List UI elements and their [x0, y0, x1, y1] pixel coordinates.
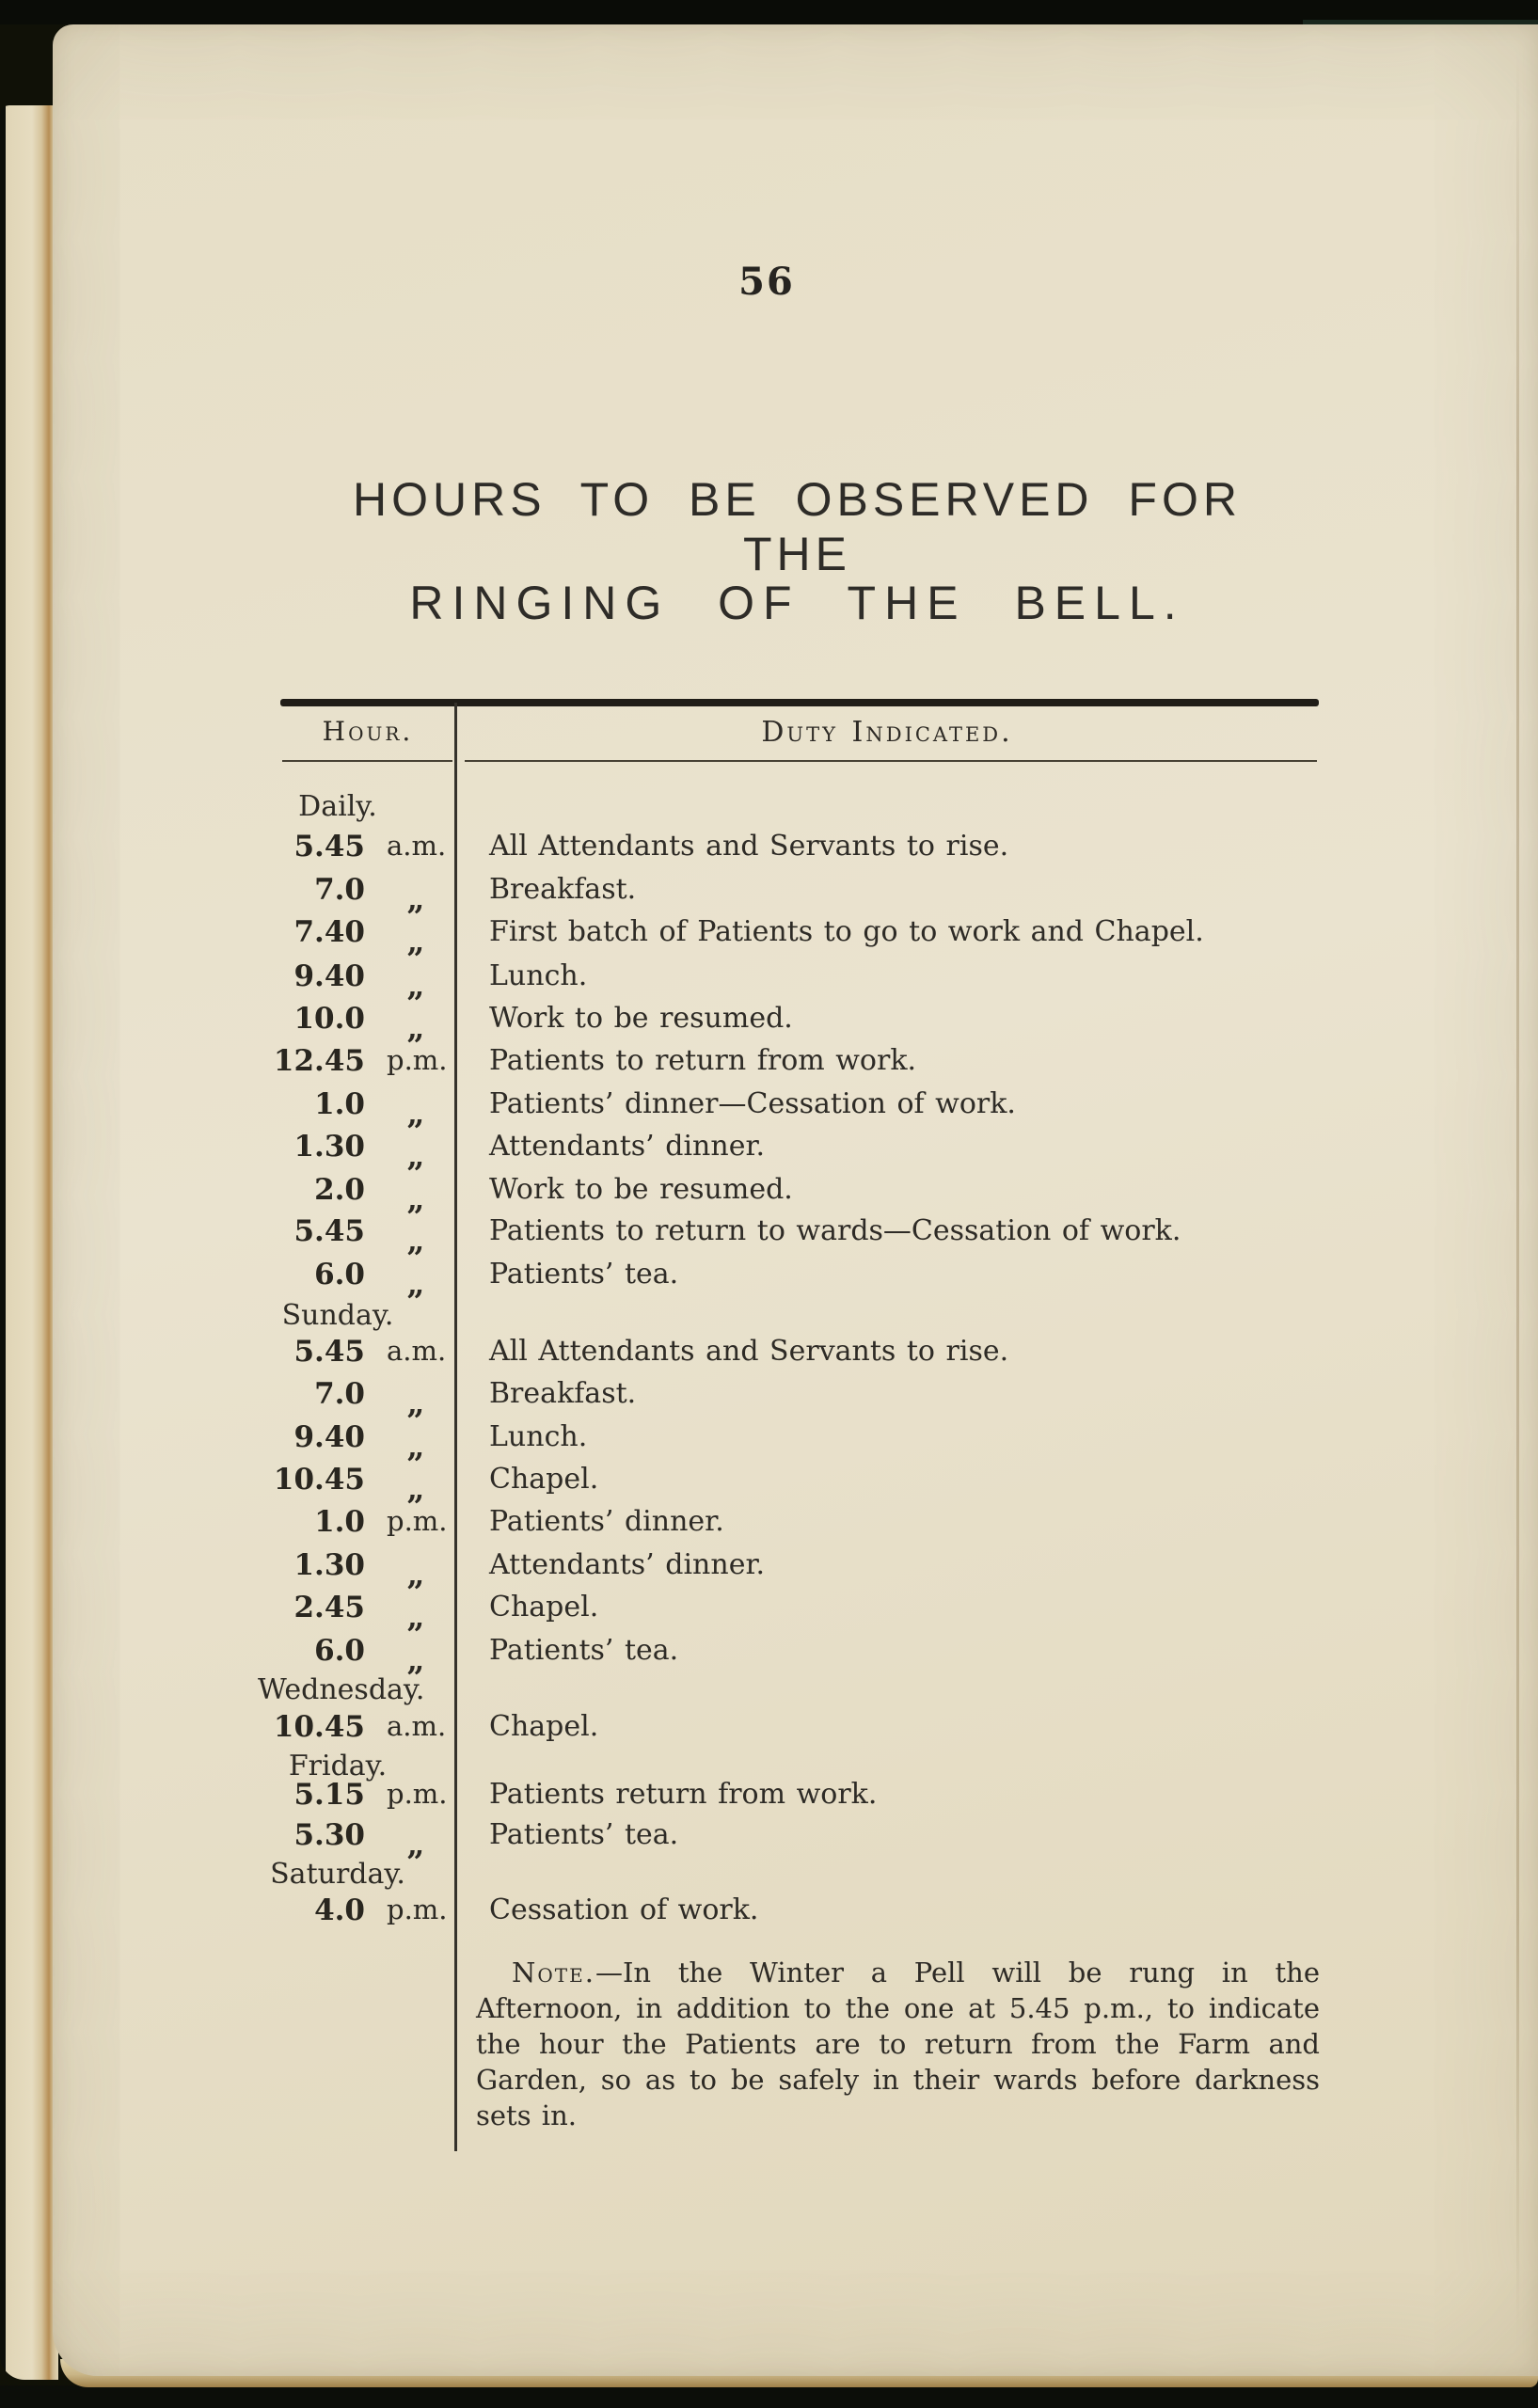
ditto-mark: „ [406, 1826, 425, 1862]
table-row [280, 1505, 1319, 1546]
hour-time: 2.0 [314, 1173, 365, 1207]
table-row [280, 1778, 1319, 1819]
duty-text: Patients to return from work. [489, 1044, 917, 1077]
hour-time: 1.0 [314, 1087, 365, 1121]
table-row [280, 1214, 1319, 1259]
hour-time: 4.0 [314, 1893, 365, 1927]
duty-text: Work to be resumed. [489, 1173, 793, 1206]
hour-time: 12.45 [273, 1044, 365, 1078]
duty-text: Lunch. [489, 1420, 588, 1453]
ditto-mark: „ [406, 1137, 425, 1174]
ditto-mark: „ [406, 1641, 425, 1678]
duty-text: Patients’ tea. [489, 1258, 679, 1291]
hour-time: 10.45 [273, 1710, 365, 1744]
duty-text: Patients’ tea. [489, 1818, 679, 1851]
section-label: Friday. [288, 1750, 388, 1782]
hour-time: 2.45 [293, 1591, 365, 1624]
section-label: Saturday. [270, 1858, 405, 1891]
section-label: Sunday. [281, 1299, 394, 1332]
table-section-row [258, 1673, 1319, 1715]
footnote [476, 1955, 1320, 2133]
hour-time: 5.45 [293, 830, 365, 863]
table-row [280, 915, 1319, 957]
ditto-mark: „ [406, 1095, 425, 1132]
table-row [280, 1002, 1319, 1046]
table-row [280, 1173, 1319, 1217]
duty-text: Patients’ dinner—Cessation of work. [489, 1087, 1016, 1120]
table-row [280, 959, 1319, 1004]
hour-meridiem: p.m. [387, 1505, 448, 1537]
duty-text: Work to be resumed. [489, 1002, 793, 1035]
table-row [273, 1463, 1319, 1507]
hour-meridiem: p.m. [387, 1044, 448, 1076]
table-row [280, 873, 1319, 917]
table-row [273, 1044, 1319, 1085]
hour-meridiem: p.m. [387, 1893, 448, 1925]
hour-meridiem: a.m. [387, 1335, 447, 1367]
ditto-mark: „ [406, 1009, 425, 1046]
hour-time: 5.15 [293, 1778, 365, 1812]
section-label: Daily. [298, 790, 377, 823]
hour-time: 7.0 [314, 873, 365, 907]
hour-time: 1.30 [293, 1130, 365, 1164]
book-cover-bottom-edge [0, 2385, 1538, 2408]
ditto-mark: „ [406, 967, 425, 1004]
hour-time: 9.40 [293, 959, 365, 993]
duty-text: Chapel. [489, 1591, 599, 1624]
hour-time: 7.40 [293, 915, 365, 949]
table-row [280, 1420, 1319, 1465]
hour-time: 1.30 [293, 1548, 365, 1582]
ditto-mark: „ [406, 1222, 425, 1259]
hour-time: 10.0 [293, 1002, 365, 1036]
table-row [280, 1634, 1319, 1678]
duty-text: Patients’ dinner. [489, 1505, 724, 1538]
table-row [280, 1591, 1319, 1635]
footnote-label: Note. [512, 1956, 595, 1988]
duty-text: Patients’ tea. [489, 1634, 679, 1667]
table-row [280, 830, 1319, 871]
ditto-mark: „ [406, 1470, 425, 1507]
hour-time: 10.45 [273, 1463, 365, 1497]
page-crease-line [1516, 56, 1519, 2333]
hour-time: 6.0 [314, 1258, 365, 1291]
hour-time: 6.0 [314, 1634, 365, 1668]
duty-text: Attendants’ dinner. [489, 1548, 766, 1581]
duty-text: Lunch. [489, 959, 588, 992]
ditto-mark: „ [406, 1385, 425, 1421]
page-number: 56 [738, 260, 795, 304]
duty-text: Breakfast. [489, 1377, 637, 1410]
ditto-mark: „ [406, 1428, 425, 1465]
ditto-mark: „ [406, 880, 425, 917]
table-row [280, 1377, 1319, 1421]
table-row [273, 1710, 1319, 1751]
ditto-mark: „ [406, 1598, 425, 1635]
column-header-duty: Duty Indicated. [761, 716, 1013, 749]
table-row [280, 1087, 1319, 1132]
page-stack-left-edge [0, 105, 58, 2380]
section-label: Wednesday. [258, 1673, 425, 1706]
header-underline-right [465, 760, 1317, 762]
table-row [280, 1893, 1319, 1935]
page-title-line1: HOURS TO BE OBSERVED FOR THE [353, 473, 1242, 580]
duty-text: All Attendants and Servants to rise. [489, 1335, 1009, 1368]
table-row [280, 1818, 1319, 1860]
ditto-mark: „ [406, 1180, 425, 1217]
duty-text: Attendants’ dinner. [489, 1130, 766, 1163]
hour-meridiem: a.m. [387, 830, 447, 862]
table-row [280, 1130, 1319, 1174]
table-row [280, 1548, 1319, 1590]
duty-text: First batch of Patients to go to work and Chapel. [489, 915, 1204, 948]
column-header-hour: Hour. [322, 716, 414, 747]
hour-meridiem: a.m. [387, 1710, 447, 1742]
hour-time: 7.0 [314, 1377, 365, 1411]
hour-time: 9.40 [293, 1420, 365, 1454]
ditto-mark: „ [406, 923, 425, 959]
header-underline-left [282, 760, 452, 762]
duty-text: Chapel. [489, 1710, 599, 1743]
hour-time: 5.30 [293, 1818, 365, 1852]
hour-meridiem: p.m. [387, 1778, 448, 1810]
table-section-row [280, 790, 1319, 832]
table-top-rule [280, 699, 1319, 706]
table-row [280, 1258, 1319, 1302]
duty-text: All Attendants and Servants to rise. [489, 830, 1009, 863]
duty-text: Breakfast. [489, 873, 637, 906]
duty-text: Chapel. [489, 1463, 599, 1496]
hour-time: 5.45 [293, 1335, 365, 1369]
page-title-line2: RINGING OF THE BELL. [409, 577, 1185, 629]
duty-text: Patients return from work. [489, 1778, 878, 1811]
footnote-body: —In the Winter a Pell will be rung in the Afternoon, in addition to the one at 5.45 p.m., to indicate the hour the Patients are to return from the Farm and Garden, so as to be safely in their wards before darkness sets in. [476, 1956, 1320, 2131]
ditto-mark: „ [406, 1265, 425, 1302]
table-row [280, 1335, 1319, 1376]
hour-time: 5.45 [293, 1214, 365, 1248]
hour-time: 1.0 [314, 1505, 365, 1539]
duty-text: Cessation of work. [489, 1893, 759, 1926]
ditto-mark: „ [406, 1556, 425, 1592]
duty-text: Patients to return to wards—Cessation of work. [489, 1214, 1181, 1247]
